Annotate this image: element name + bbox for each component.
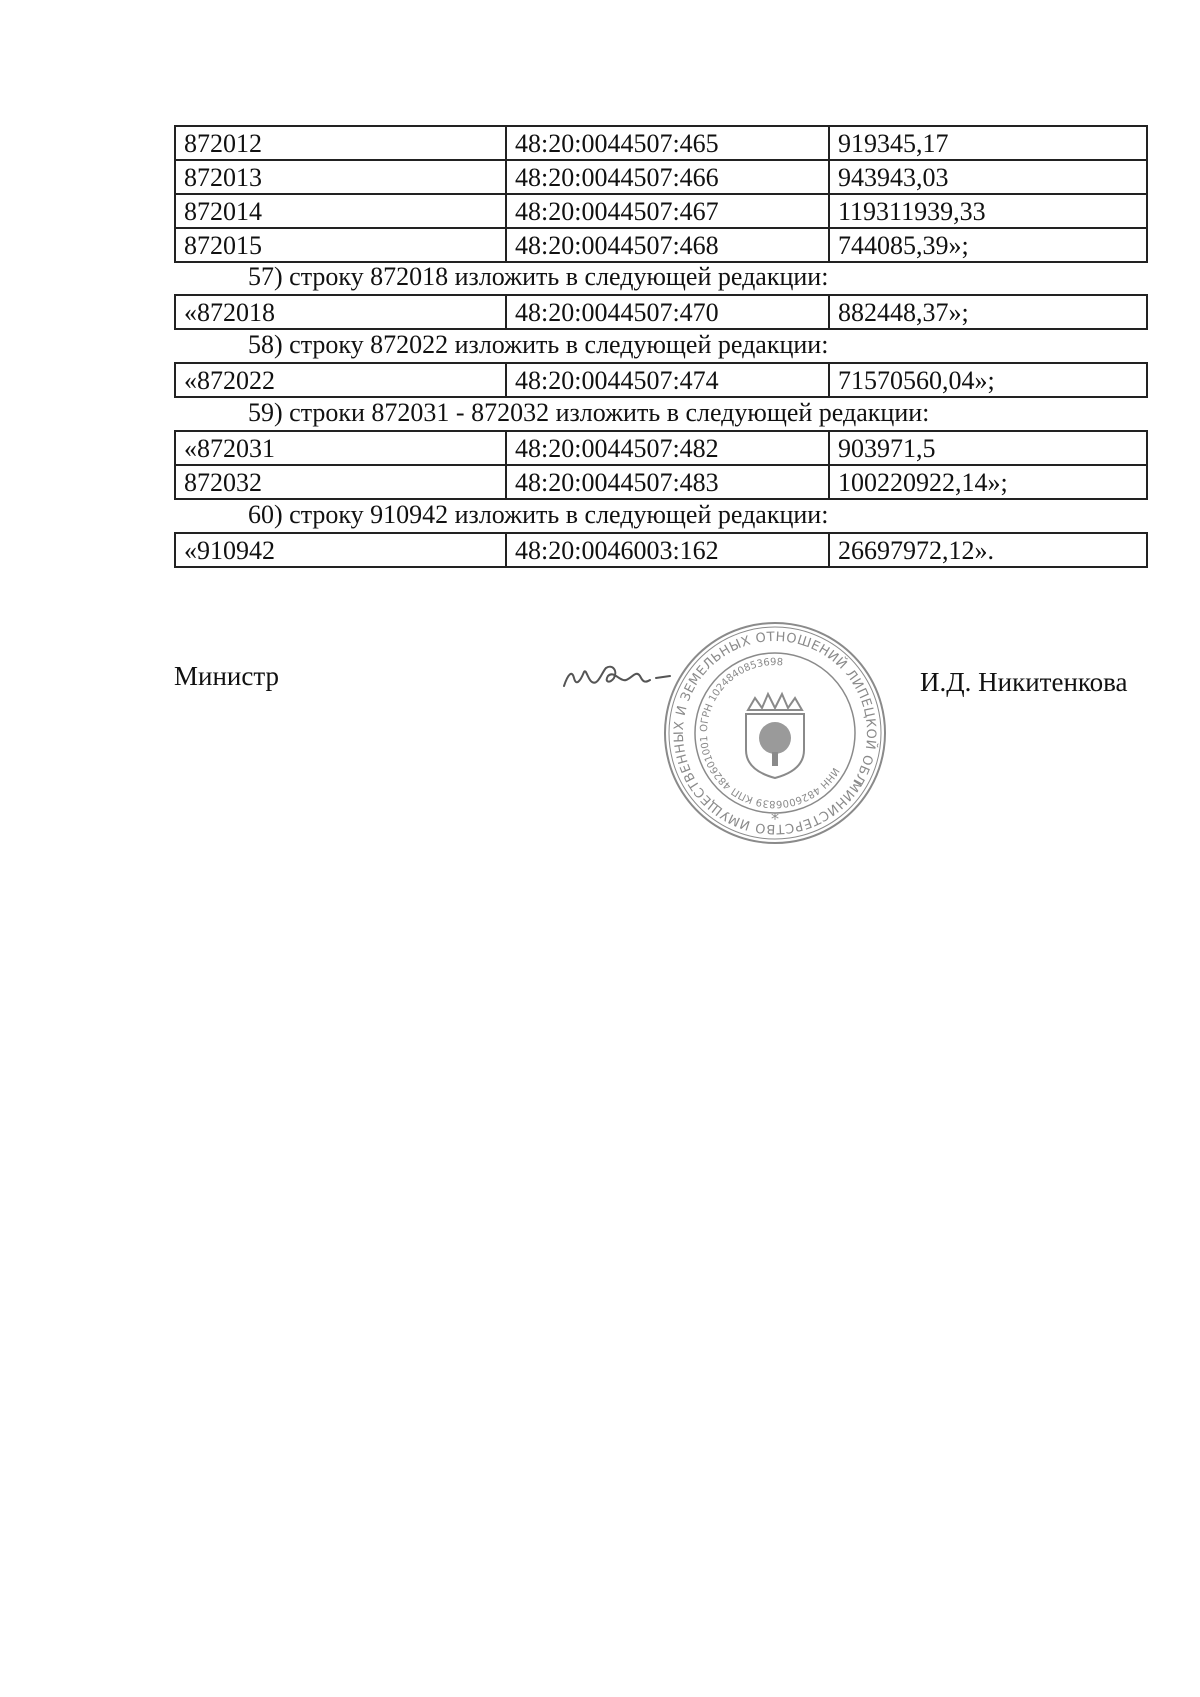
cell-value: 882448,37»; — [838, 298, 969, 327]
table-row — [176, 364, 1146, 396]
cell-value: 100220922,14»; — [838, 468, 1008, 497]
cell-number: 872032 — [176, 466, 507, 498]
cell-cadastral: 48:20:0046003:162 — [507, 534, 830, 566]
table-row — [176, 296, 1146, 328]
seal-outer-text: МИНИСТЕРСТВО ИМУЩЕСТВЕННЫХ И ЗЕМЕЛЬНЫХ ОТНОШЕНИЙ ЛИПЕЦКОЙ ОБЛАСТИ — [671, 629, 879, 837]
table-row — [176, 227, 1146, 261]
cell-cadastral: 48:20:0044507:465 — [507, 127, 830, 159]
signatory-name: И.Д. Никитенкова — [920, 667, 1128, 697]
cell-cadastral: 48:20:0044507:468 — [507, 229, 830, 261]
cell-cadastral: 48:20:0044507:467 — [507, 195, 830, 227]
table-item-60 — [174, 532, 1148, 568]
cell-value: 919345,17 — [838, 129, 949, 158]
cell-cadastral: 48:20:0044507:466 — [507, 161, 830, 193]
coat-of-arms-icon — [746, 694, 804, 778]
table-continuation — [174, 125, 1148, 263]
cell-value: 119311939,33 — [838, 197, 986, 226]
item-58-heading: 58) строку 872022 изложить в следующей редакции: — [248, 330, 829, 359]
cell-number: «872022 — [176, 364, 507, 396]
cell-value: 744085,39»; — [838, 231, 969, 260]
table-item-58 — [174, 362, 1148, 398]
cell-value: 26697972,12». — [838, 536, 994, 565]
table-row — [176, 127, 1146, 159]
cell-number: 872015 — [176, 229, 507, 261]
cell-cadastral: 48:20:0044507:470 — [507, 296, 830, 328]
cell-value: 903971,5 — [838, 434, 936, 463]
cell-number: «872018 — [176, 296, 507, 328]
table-row — [176, 464, 1146, 498]
item-59-heading: 59) строки 872031 - 872032 изложить в следующей редакции: — [248, 398, 930, 427]
table-item-59 — [174, 430, 1148, 500]
table-row — [176, 193, 1146, 227]
item-60-heading: 60) строку 910942 изложить в следующей редакции: — [248, 500, 829, 529]
cell-value: 71570560,04»; — [838, 366, 995, 395]
cell-cadastral: 48:20:0044507:474 — [507, 364, 830, 396]
cell-number: 872012 — [176, 127, 507, 159]
svg-text:*: * — [771, 809, 779, 828]
cell-value: 943943,03 — [838, 163, 949, 192]
cell-number: «910942 — [176, 534, 507, 566]
cell-number: 872014 — [176, 195, 507, 227]
item-57-heading: 57) строку 872018 изложить в следующей редакции: — [248, 262, 829, 291]
table-row — [176, 432, 1146, 464]
official-seal — [660, 618, 890, 848]
cell-cadastral: 48:20:0044507:482 — [507, 432, 830, 464]
table-item-57 — [174, 294, 1148, 330]
cell-cadastral: 48:20:0044507:483 — [507, 466, 830, 498]
table-row — [176, 534, 1146, 566]
seal-inner-text: ИНН 4826006839 КПП 482601001 ОГРН 1024840853698 — [698, 656, 841, 810]
cell-number: «872031 — [176, 432, 507, 464]
cell-number: 872013 — [176, 161, 507, 193]
signatory-position: Министр — [174, 661, 279, 691]
table-row — [176, 159, 1146, 193]
